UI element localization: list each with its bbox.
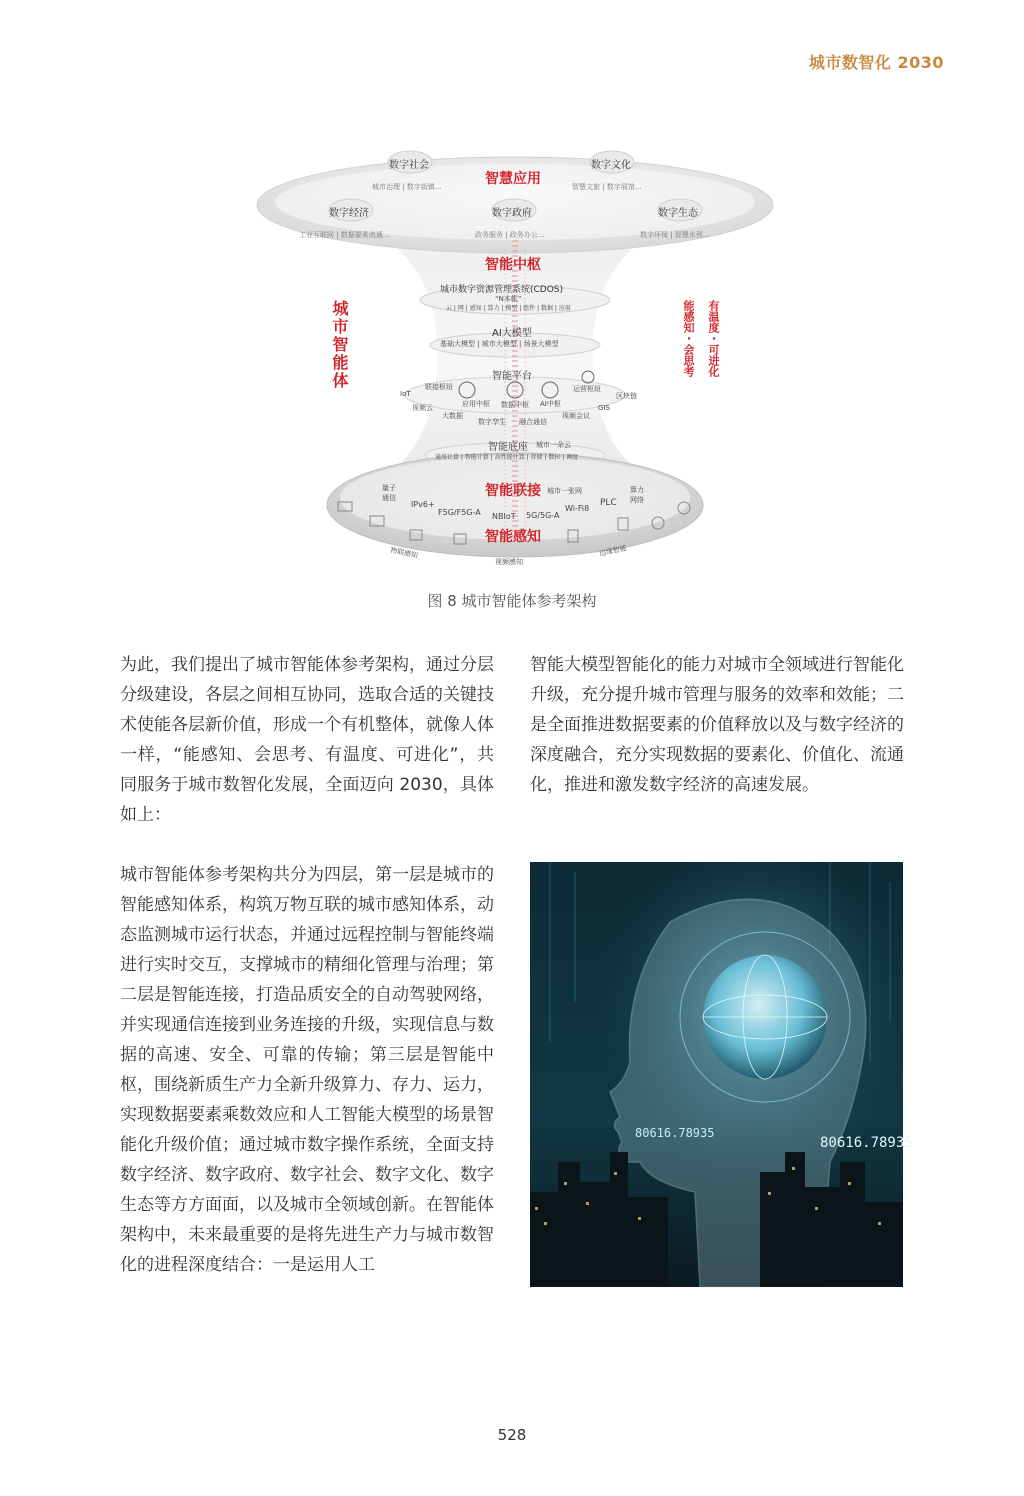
connect-item: NBIoT bbox=[492, 512, 516, 521]
connect-item: IPv6+ bbox=[411, 500, 435, 509]
ai-model-title: AI大模型 bbox=[492, 328, 532, 339]
platform-item: 联接枢纽 bbox=[425, 383, 453, 391]
platform-item: 视频会议 bbox=[562, 412, 590, 420]
app-node-sub: 智慧文旅 | 数字展馆… bbox=[572, 183, 642, 191]
ai-head-photo bbox=[530, 862, 913, 1287]
right-vertical-label-1: 能感知・会思考 bbox=[682, 300, 695, 377]
app-node-digital-culture: 数字文化 bbox=[591, 160, 631, 171]
right-vertical-label-2: 有温度・可进化 bbox=[707, 300, 720, 377]
sense-item: 物联感知 bbox=[389, 546, 419, 560]
header-title: 城市数智化 2030 bbox=[808, 53, 944, 72]
paragraph: 智能大模型智能化的能力对城市全领域进行智能化升级，充分提升城市管理与服务的效率和效能；二是全面推进数据要素的价值释放以及与数字经济的深度融合，充分实现数据的要素化、价值化、流通化，推进和激发数字经济的高速发展。 bbox=[530, 655, 904, 795]
platform-item: IoT bbox=[400, 390, 411, 398]
page-number: 528 bbox=[497, 1426, 527, 1444]
apps-title: 智慧应用 bbox=[485, 171, 541, 187]
connect-item: F5G/F5G-A bbox=[438, 508, 481, 517]
figure-caption: 图 8 城市智能体参考架构 bbox=[427, 592, 597, 610]
connect-title: 智能联接 bbox=[485, 483, 541, 499]
ai-head-illustration bbox=[530, 862, 913, 1287]
app-node-sub: 数字环保 | 智慧水利… bbox=[640, 231, 710, 239]
app-node-sub: 工业互联网 | 数据要素流通… bbox=[299, 231, 390, 239]
hub-title: 智能中枢 bbox=[485, 257, 541, 273]
platform-item: GIS bbox=[598, 404, 610, 412]
platform-item: 数字孪生 bbox=[478, 418, 506, 426]
platform-item: 数据中枢 bbox=[501, 401, 529, 409]
left-column bbox=[120, 650, 494, 1280]
sense-title: 智能感知 bbox=[485, 529, 541, 545]
platform-item: 运营枢纽 bbox=[573, 385, 601, 393]
paragraph: 城市智能体参考架构共分为四层，第一层是城市的智能感知体系，构筑万物互联的城市感知体系，动态监测城市运行状态，并通过远程控制与智能终端进行实时交互，支撑城市的精细化管理与治理；第二层是智能连接，打造品质安全的自动驾驶网络，并实现通信连接到业务连接的升级，实现信息与数据的高速、安全、可靠的传输；第三层是智能中枢，围绕新质生产力全新升级算力、存力、运力，实现数据要素乘数效应和人工智能大模型的场景智能化升级价值；通过城市数字操作系统，全面支持数字经济、数字政府、数字社会、数字文化、数字生态等方方面面，以及城市全领域创新。在智能体架构中，未来最重要的是将先进生产力与城市数智化的进程深度结合：一是运用人工 bbox=[120, 865, 494, 1275]
paragraph: 为此，我们提出了城市智能体参考架构，通过分层分级建设，各层之间相互协同，选取合适的关键技术使能各层新价值，形成一个有机整体，就像人体一样，“能感知、会思考、有温度、可进化”，共同服务于城市数智化发展，全面迈向 2030，具体如上： bbox=[120, 655, 494, 825]
app-node-digital-ecology: 数字生态 bbox=[658, 208, 698, 219]
app-node-digital-society: 数字社会 bbox=[389, 160, 429, 171]
platform-item: 融合通信 bbox=[519, 418, 547, 426]
platform-item: 应用中枢 bbox=[462, 400, 490, 408]
app-node-digital-economy: 数字经济 bbox=[329, 208, 369, 219]
connect-item: PLC bbox=[600, 498, 617, 508]
base-title: 智能底座 bbox=[488, 442, 528, 453]
app-node-sub: 城市治理 | 数字街镇… bbox=[372, 183, 442, 191]
sense-item: 边缘智能 bbox=[598, 544, 628, 558]
architecture-figure bbox=[250, 140, 780, 580]
overlay-numbers-right: 80616.78935 bbox=[820, 1135, 913, 1151]
right-column bbox=[530, 650, 904, 800]
base-items: 通用计算 | 智能计算 | 高性能计算 | 存储 | 数拉 | 调度 bbox=[435, 454, 579, 461]
connect-item: 量子通信 bbox=[382, 484, 396, 502]
platform-item: 区块链 bbox=[616, 392, 637, 400]
platform-item: 视频云 bbox=[412, 404, 433, 412]
sense-item: 视频感知 bbox=[495, 558, 523, 566]
app-node-sub: 政务服务 | 政务办公… bbox=[475, 231, 545, 239]
connect-item: Wi-Fi8 bbox=[565, 504, 590, 513]
platform-item: AI中枢 bbox=[540, 400, 561, 408]
platform-title: 智能平台 bbox=[492, 371, 532, 382]
connect-item: 5G/5G-A bbox=[526, 511, 560, 520]
cdos-title: 城市数字资源管理系统(CDOS) bbox=[440, 285, 564, 295]
base-tag: 城市一朵云 bbox=[536, 441, 571, 449]
left-vertical-label: 城市智能体 bbox=[330, 300, 349, 390]
connect-item: 算力网络 bbox=[630, 486, 644, 504]
cdos-sub: “N本帐” bbox=[495, 295, 522, 303]
ai-model-items: 基础大模型 | 城市大模型 | 场景大模型 bbox=[440, 340, 559, 348]
connect-tag: 城市一张网 bbox=[547, 487, 582, 495]
app-node-digital-government: 数字政府 bbox=[492, 208, 532, 219]
overlay-numbers-left: 80616.78935 bbox=[635, 1126, 715, 1140]
cdos-items: 云 | 网 | 感知 | 算力 | 模型 | 组件 | 数据 | 应用 bbox=[446, 305, 571, 312]
platform-item: 大数据 bbox=[442, 412, 463, 420]
